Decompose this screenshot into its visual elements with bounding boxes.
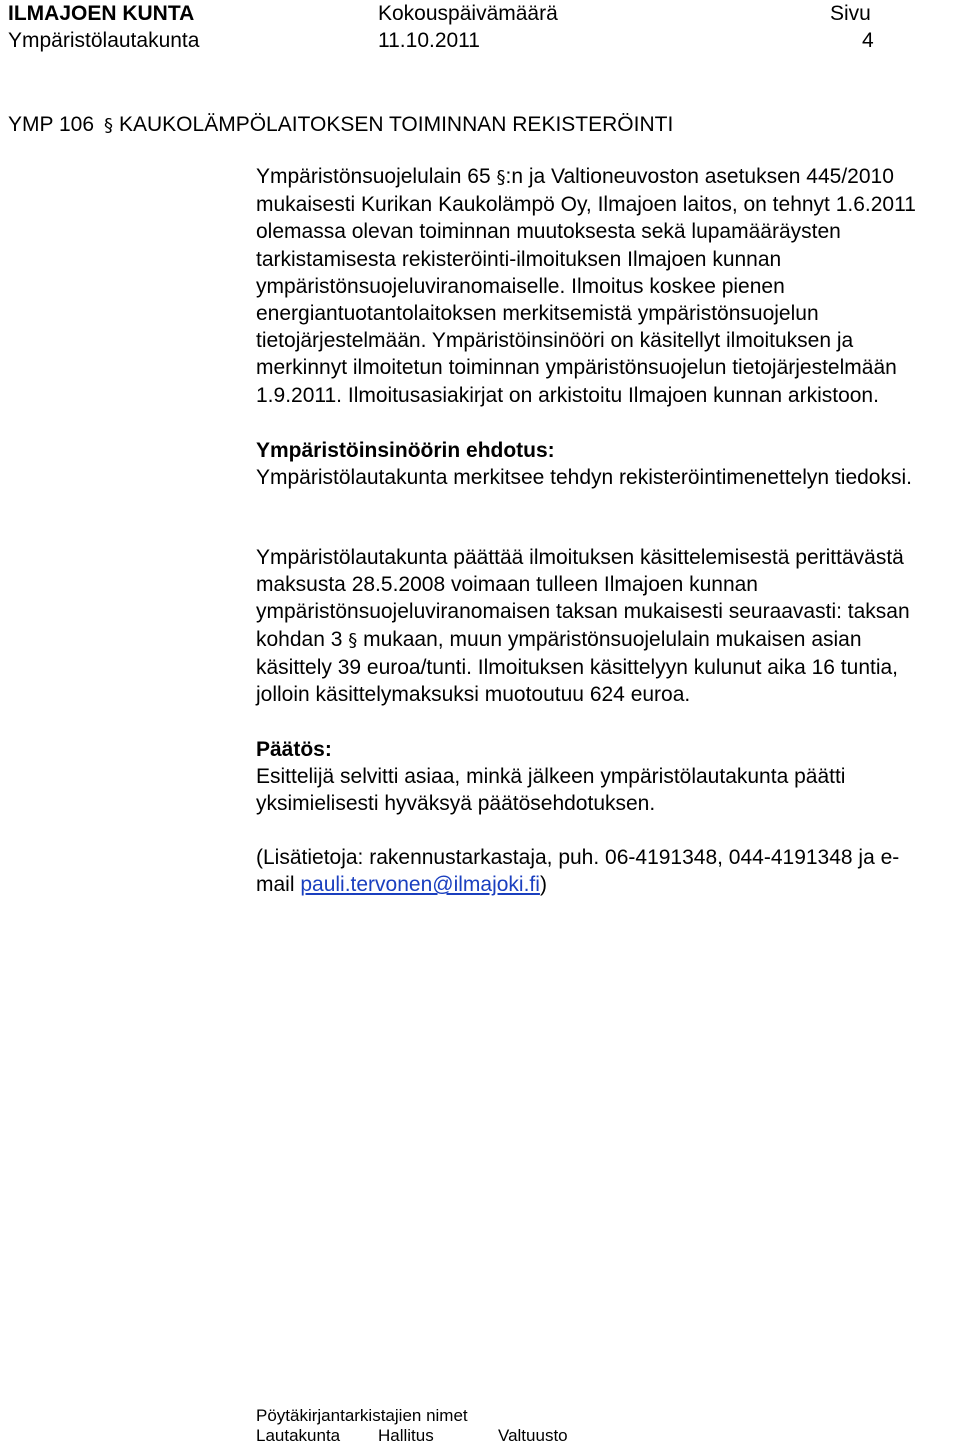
header-board: Ympäristölautakunta [8,29,200,52]
header-meeting-date: 11.10.2011 [378,29,480,52]
decision-text: Esittelijä selvitti asiaa, minkä jälkeen ympäristölautakunta päätti yksimielisesti hyväksyä päätösehdotuksen. [256,765,846,816]
info-paragraph [256,844,936,898]
fee-paragraph [256,544,936,708]
decision-block [256,736,936,818]
email-link[interactable]: pauli.tervonen@ilmajoki.fi [300,873,540,897]
footer-col-valtuusto: Valtuusto [498,1426,568,1445]
fee-text-1: Ympäristölautakunta päättää ilmoituksen käsittelemisestä perittävästä maksusta 28.5.2008 voimaan tulleen Ilmajoen kunnan ympäristönsuojeluviranomaisen taksan mukaisesti seuraavasti: taksan kohdan 3 [256,546,910,651]
proposal-label: Ympäristöinsinöörin ehdotus: [256,439,555,462]
header-page-label: Sivu [830,2,871,25]
intro-text-2: :n ja Valtioneuvoston asetuksen 445/2010 mukaisesti Kurikan Kaukolämpö Oy, Ilmajoen laitos, on tehnyt 1.6.2011 olemassa olevan toiminnan muutoksesta sekä lupamääräysten tarkistamisesta rekisteröinti-ilmoituksen Ilmajoen kunnan ympäristönsuojeluviranomaiselle. Ilmoitus koskee pienen energiantuotantolaitoksen merkitsemistä ympäristönsuojelun tietojärjestelmään. Ympäristöinsinööri on käsitellyt ilmoituksen ja merkinnyt ilmoitetun toiminnan ympäristönsuojelun tietojärjestelmään 1.9.2011. Ilmoitusasiakirjat on arkistoitu Ilmajoen kunnan arkistoon. [256,165,916,407]
header-municipality: ILMAJOEN KUNTA [8,2,195,25]
fee-text-2: mukaan, muun ympäristönsuojelulain mukaisen asian käsittely 39 euroa/tunti. Ilmoituksen käsittelyyn kulunut aika 16 tuntia, jolloin käsittelymaksuksi muotoutuu 624 euroa. [256,627,899,707]
decision-label: Päätös: [256,738,332,761]
footer-col-hallitus: Hallitus [378,1426,434,1445]
section-heading [8,112,673,139]
intro-paragraph [256,163,936,409]
section-title: KAUKOLÄMPÖLAITOKSEN TOIMINNAN REKISTERÖINTI [119,113,674,136]
proposal-text: Ympäristölautakunta merkitsee tehdyn rekisteröintimenettelyn tiedoksi. [256,466,912,490]
header-meeting-date-label: Kokouspäivämäärä [378,2,558,25]
intro-section-symbol: § [496,167,506,188]
proposal-block [256,437,936,491]
intro-text-1: Ympäristönsuojelulain 65 [256,165,497,188]
info-text-1: (Lisätietoja: rakennustarkastaja, puh. 06-4191348, 044-4191348 ja e-mail [256,846,900,897]
section-symbol: § [104,115,113,136]
header-page-number: 4 [862,29,874,52]
section-number: YMP 106 [8,113,94,136]
info-text-2: ) [539,873,547,897]
footer-reviewers-label: Pöytäkirjantarkistajien nimet [256,1406,468,1425]
footer-col-lautakunta: Lautakunta [256,1426,341,1445]
fee-section-symbol: § [348,629,358,651]
